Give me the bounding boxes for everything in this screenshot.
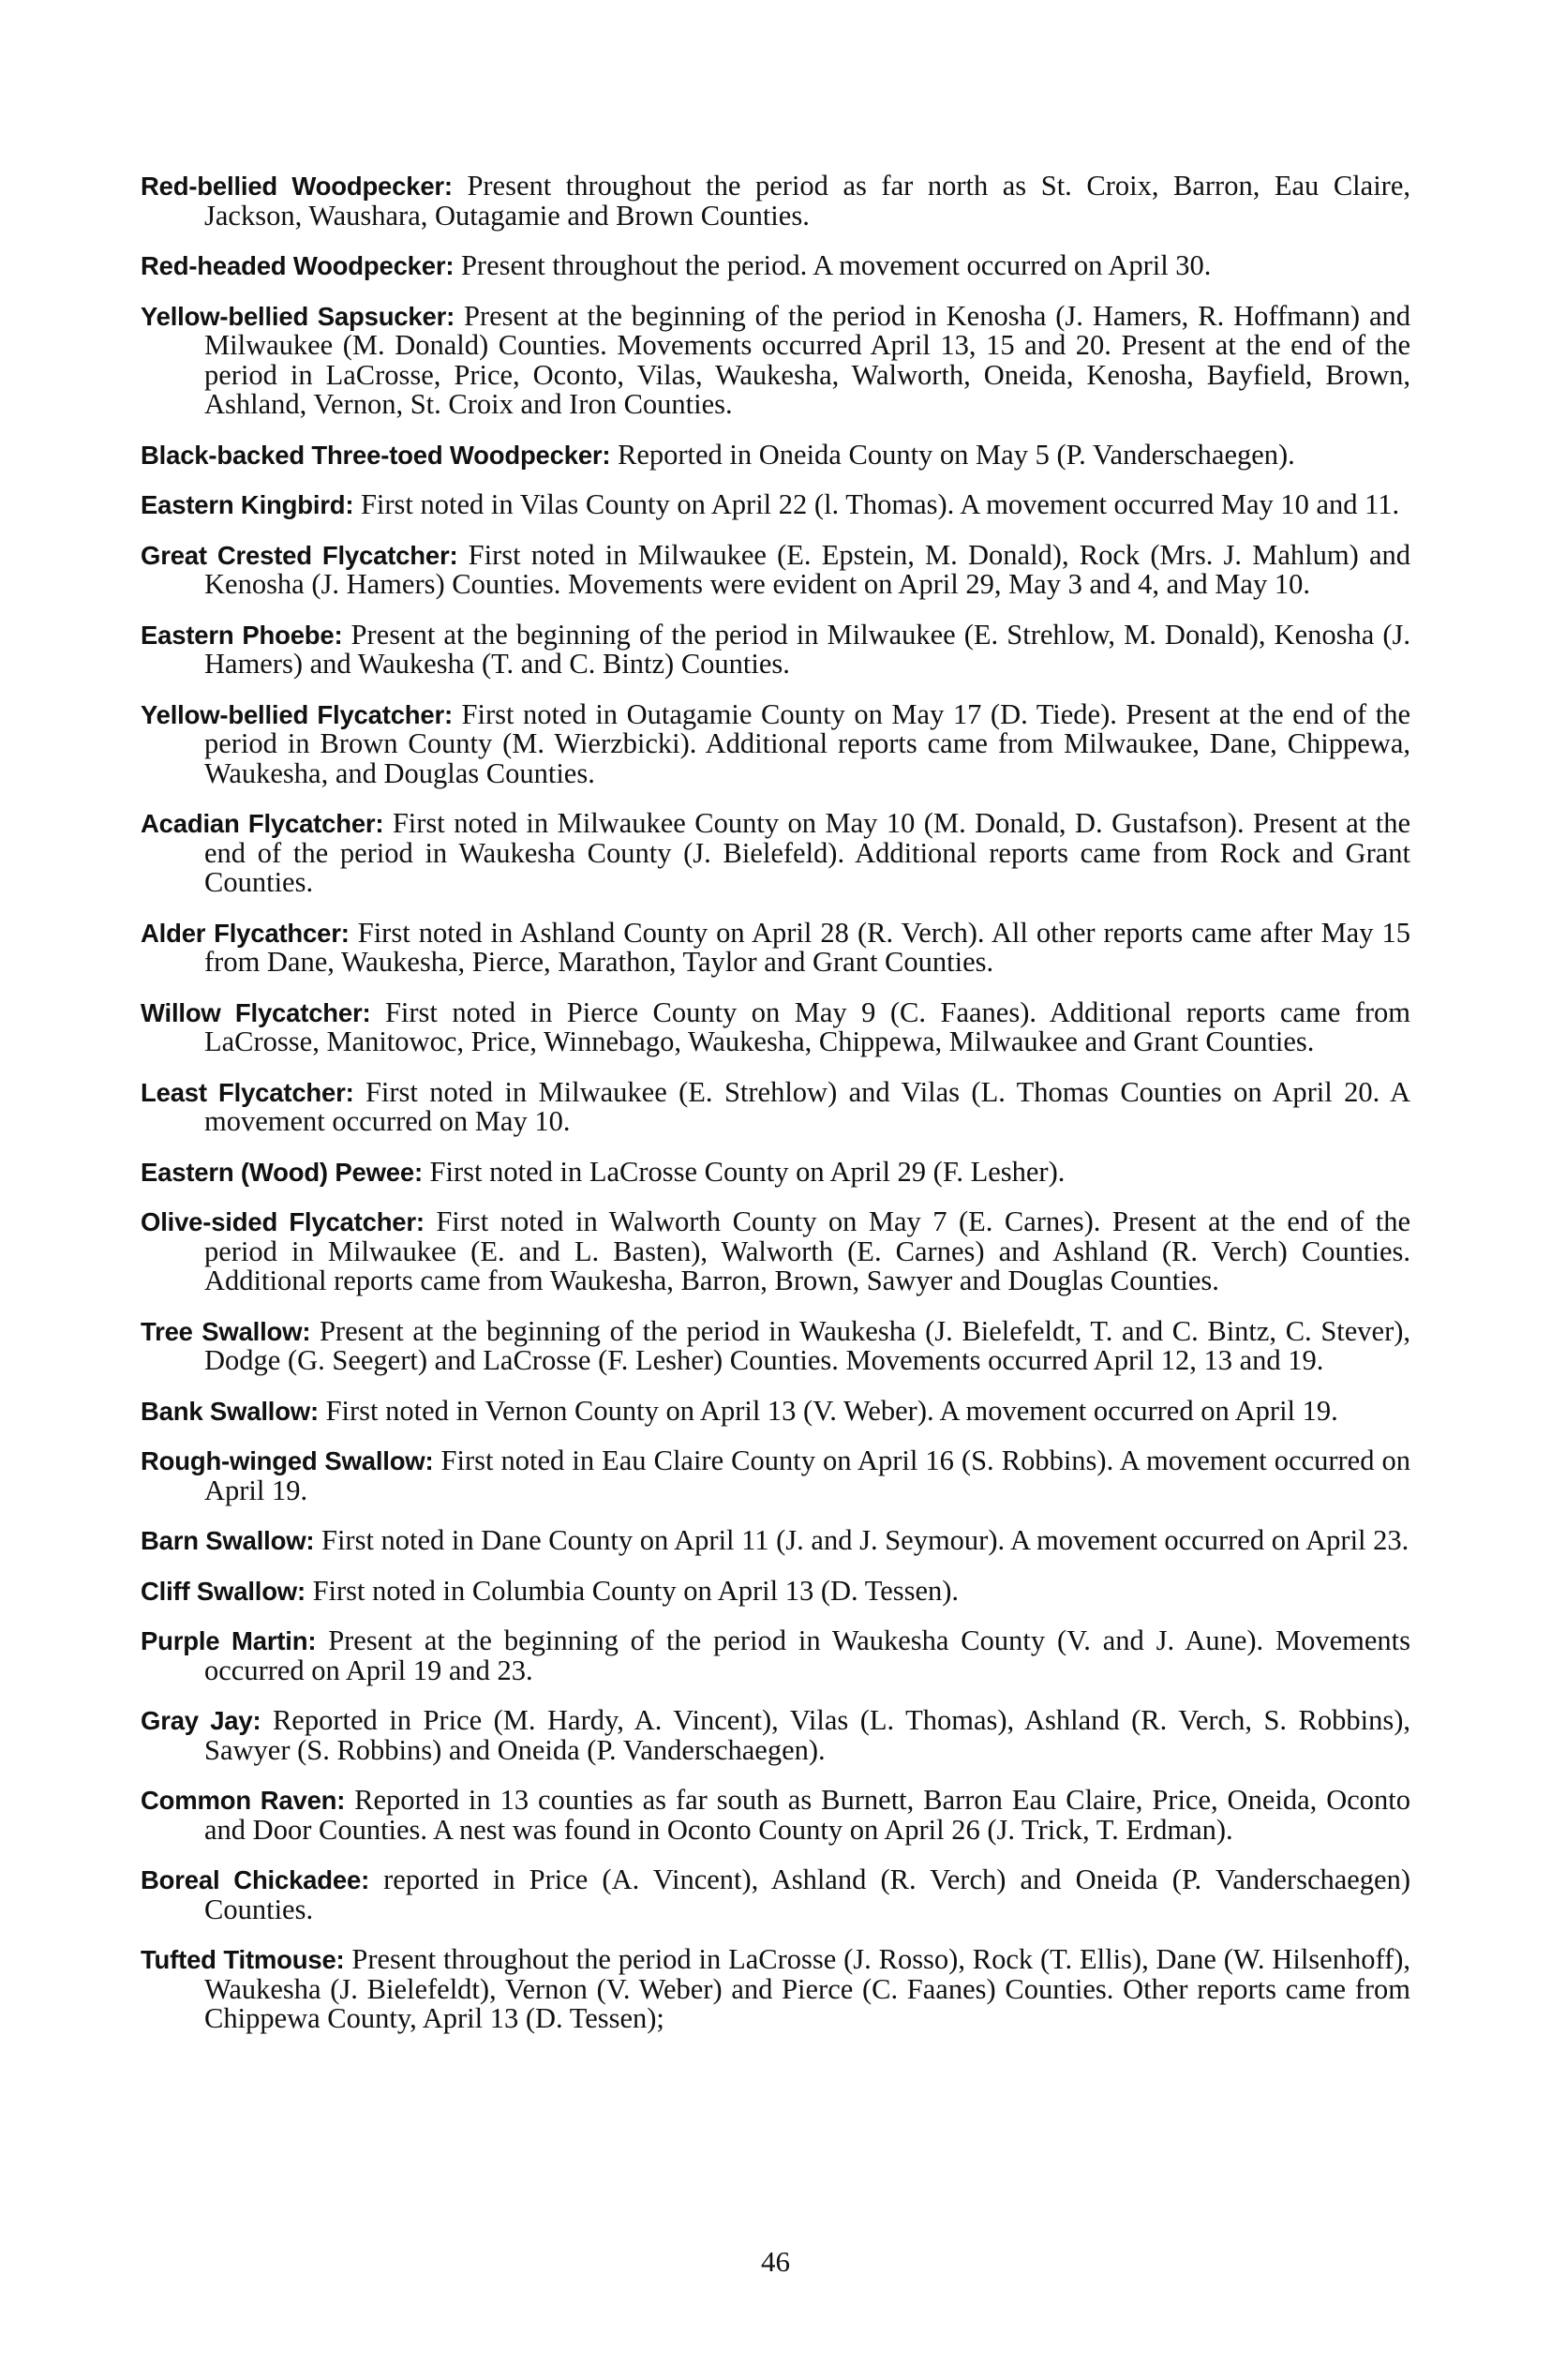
species-notes: First noted in Pierce County on May 9 (C. Faanes). Additional reports came from LaCrosse, Manitowoc, Price, Winnebago, Waukesha, Chippewa, Milwaukee and Grant Counties. bbox=[204, 995, 1411, 1057]
species-notes: First noted in Eau Claire County on April 16 (S. Robbins). A movement occurred on April 19. bbox=[204, 1444, 1411, 1506]
species-entry bbox=[141, 1446, 1410, 1505]
species-entry bbox=[141, 251, 1410, 281]
species-name: Eastern Kingbird: bbox=[141, 490, 354, 519]
species-entry bbox=[141, 995, 1411, 1057]
species-entry bbox=[141, 1626, 1410, 1685]
species-entry bbox=[141, 1207, 1410, 1296]
species-notes: First noted in Vernon County on April 13 (V. Weber). A movement occurred on April 19. bbox=[325, 1394, 1338, 1427]
species-entry bbox=[141, 1574, 1410, 1607]
species-entry bbox=[141, 438, 1410, 471]
species-name: Boreal Chickadee: bbox=[141, 1865, 370, 1894]
species-name: Least Flycatcher: bbox=[141, 1077, 354, 1107]
species-entry bbox=[141, 1314, 1411, 1376]
species-name: Eastern Phoebe: bbox=[141, 620, 343, 650]
species-notes: First noted in Vilas County on April 22 (l. Thomas). A movement occurred May 10 and 11. bbox=[360, 488, 1400, 520]
species-entry bbox=[141, 1526, 1410, 1556]
species-entry bbox=[141, 1945, 1410, 2034]
species-entry bbox=[141, 1394, 1410, 1427]
species-name: Alder Flycathcer: bbox=[141, 918, 350, 948]
species-name: Purple Martin: bbox=[141, 1626, 317, 1655]
species-notes: First noted in Milwaukee (E. Epstein, M. Donald), Rock (Mrs. J. Mahlum) and Kenosha (J. Hamers) Counties. Movements were evident on April 29, May 3 and 4, and May 10. bbox=[204, 538, 1410, 600]
species-notes: Present throughout the period as far north as St. Croix, Barron, Eau Claire, Jackson, Waushara, Outagamie and Brown Counties. bbox=[204, 170, 1410, 232]
species-notes: Present throughout the period in LaCrosse (J. Rosso), Rock (T. Ellis), Dane (W. Hilsenhoff), Waukesha (J. Bielefeldt), Vernon (V. Weber) and Pierce (C. Faanes) Counties. Other reports came from Chippewa County, April 13 (D. Tessen); bbox=[204, 1943, 1411, 2034]
species-entry bbox=[141, 172, 1410, 231]
species-name: Eastern (Wood) Pewee: bbox=[141, 1157, 423, 1187]
species-name: Rough-winged Swallow: bbox=[141, 1446, 434, 1475]
species-entry bbox=[141, 618, 1411, 680]
page-body bbox=[141, 172, 1410, 2055]
species-notes: Present at the beginning of the period in Waukesha (J. Bielefeldt, T. and C. Bintz, C. Stever), Dodge (G. Seegert) and LaCrosse (F. Lesher) Counties. Movements occurred April 12, 13 and 19. bbox=[204, 1314, 1411, 1376]
species-notes: First noted in Walworth County on May 7 (E. Carnes). Present at the end of the period in Milwaukee (E. and L. Basten), Walworth (E. Carnes) and Ashland (R. Verch) Counties. Additional reports came from Waukesha, Barron, Brown, Sawyer and Douglas Counties. bbox=[204, 1205, 1410, 1296]
species-notes: Present at the beginning of the period in Waukesha County (V. and J. Aune). Movements occurred on April 19 and 23. bbox=[204, 1624, 1411, 1686]
species-name: Common Raven: bbox=[141, 1786, 346, 1815]
species-name: Gray Jay: bbox=[141, 1706, 261, 1735]
species-entry bbox=[141, 299, 1411, 420]
species-name: Great Crested Flycatcher: bbox=[141, 540, 458, 570]
species-notes: First noted in Milwaukee (E. Strehlow) and Vilas (L. Thomas Counties on April 20. A movement occurred on May 10. bbox=[204, 1075, 1410, 1137]
species-notes: Reported in Oneida County on May 5 (P. Vanderschaegen). bbox=[618, 438, 1295, 471]
species-name: Red-bellied Woodpecker: bbox=[141, 172, 453, 201]
species-entry bbox=[141, 538, 1410, 600]
species-notes: Present at the beginning of the period in Milwaukee (E. Strehlow, M. Donald), Kenosha (J. Hamers) and Waukesha (T. and C. Bintz) Counties. bbox=[204, 618, 1411, 680]
species-entry bbox=[141, 1155, 1410, 1188]
species-notes: Reported in Price (M. Hardy, A. Vincent), Vilas (L. Thomas), Ashland (R. Verch, S. Robbins), Sawyer (S. Robbins) and Oneida (P. Vanderschaegen). bbox=[204, 1704, 1410, 1766]
species-entry bbox=[141, 916, 1411, 978]
species-name: Tufted Titmouse: bbox=[141, 1945, 345, 1974]
species-name: Barn Swallow: bbox=[141, 1526, 315, 1555]
species-entry bbox=[141, 697, 1410, 789]
species-entry bbox=[141, 1865, 1410, 1924]
species-notes: reported in Price (A. Vincent), Ashland (R. Verch) and Oneida (P. Vanderschaegen) Counties. bbox=[204, 1864, 1411, 1925]
species-entry bbox=[141, 1075, 1410, 1137]
species-notes: First noted in LaCrosse County on April 29 (F. Lesher). bbox=[429, 1155, 1066, 1188]
species-entry bbox=[141, 809, 1410, 898]
species-notes: First noted in Milwaukee County on May 10 (M. Donald, D. Gustafson). Present at the end of the period in Waukesha County (J. Bielefeld). Additional reports came from Rock and Grant Counties. bbox=[204, 807, 1410, 898]
species-notes: Reported in 13 counties as far south as Burnett, Barron Eau Claire, Price, Oneida, Oconto and Door Counties. A nest was found in Oconto County on April 26 (J. Trick, T. Erdman). bbox=[204, 1784, 1410, 1846]
species-entry bbox=[141, 1706, 1410, 1765]
species-name: Red-headed Woodpecker: bbox=[141, 251, 455, 280]
species-name: Black-backed Three-toed Woodpecker: bbox=[141, 440, 611, 470]
species-notes: Present at the beginning of the period in Kenosha (J. Hamers, R. Hoffmann) and Milwaukee (M. Donald) Counties. Movements occurred April 13, 15 and 20. Present at the end of the period in LaCrosse, Price, Oconto, Vilas, Waukesha, Walworth, Oneida, Kenosha, Bayfield, Brown, Ashland, Vernon, St. Croix and Iron Counties. bbox=[204, 299, 1411, 420]
species-notes: First noted in Ashland County on April 28 (R. Verch). All other reports came after May 15 from Dane, Waukesha, Pierce, Marathon, Taylor and Grant Counties. bbox=[204, 916, 1411, 978]
species-notes: First noted in Outagamie County on May 17 (D. Tiede). Present at the end of the period in Brown County (M. Wierzbicki). Additional reports came from Milwaukee, Dane, Chippewa, Waukesha, and Douglas Counties. bbox=[204, 697, 1410, 789]
species-notes: First noted in Columbia County on April 13 (D. Tessen). bbox=[312, 1574, 960, 1607]
species-notes: Present throughout the period. A movement occurred on April 30. bbox=[460, 249, 1212, 281]
species-name: Yellow-bellied Flycatcher: bbox=[141, 699, 453, 729]
species-name: Bank Swallow: bbox=[141, 1396, 319, 1426]
species-notes: First noted in Dane County on April 11 (J. and J. Seymour). A movement occurred on April 23. bbox=[321, 1524, 1409, 1556]
species-name: Cliff Swallow: bbox=[141, 1576, 306, 1606]
species-entry bbox=[141, 1786, 1410, 1845]
species-entry bbox=[141, 490, 1410, 520]
page-number: 46 bbox=[761, 2245, 790, 2278]
species-name: Olive-sided Flycatcher: bbox=[141, 1207, 425, 1236]
species-name: Willow Flycatcher: bbox=[141, 997, 371, 1027]
species-name: Tree Swallow: bbox=[141, 1316, 311, 1346]
species-name: Acadian Flycatcher: bbox=[141, 809, 384, 838]
species-name: Yellow-bellied Sapsucker: bbox=[141, 301, 455, 331]
